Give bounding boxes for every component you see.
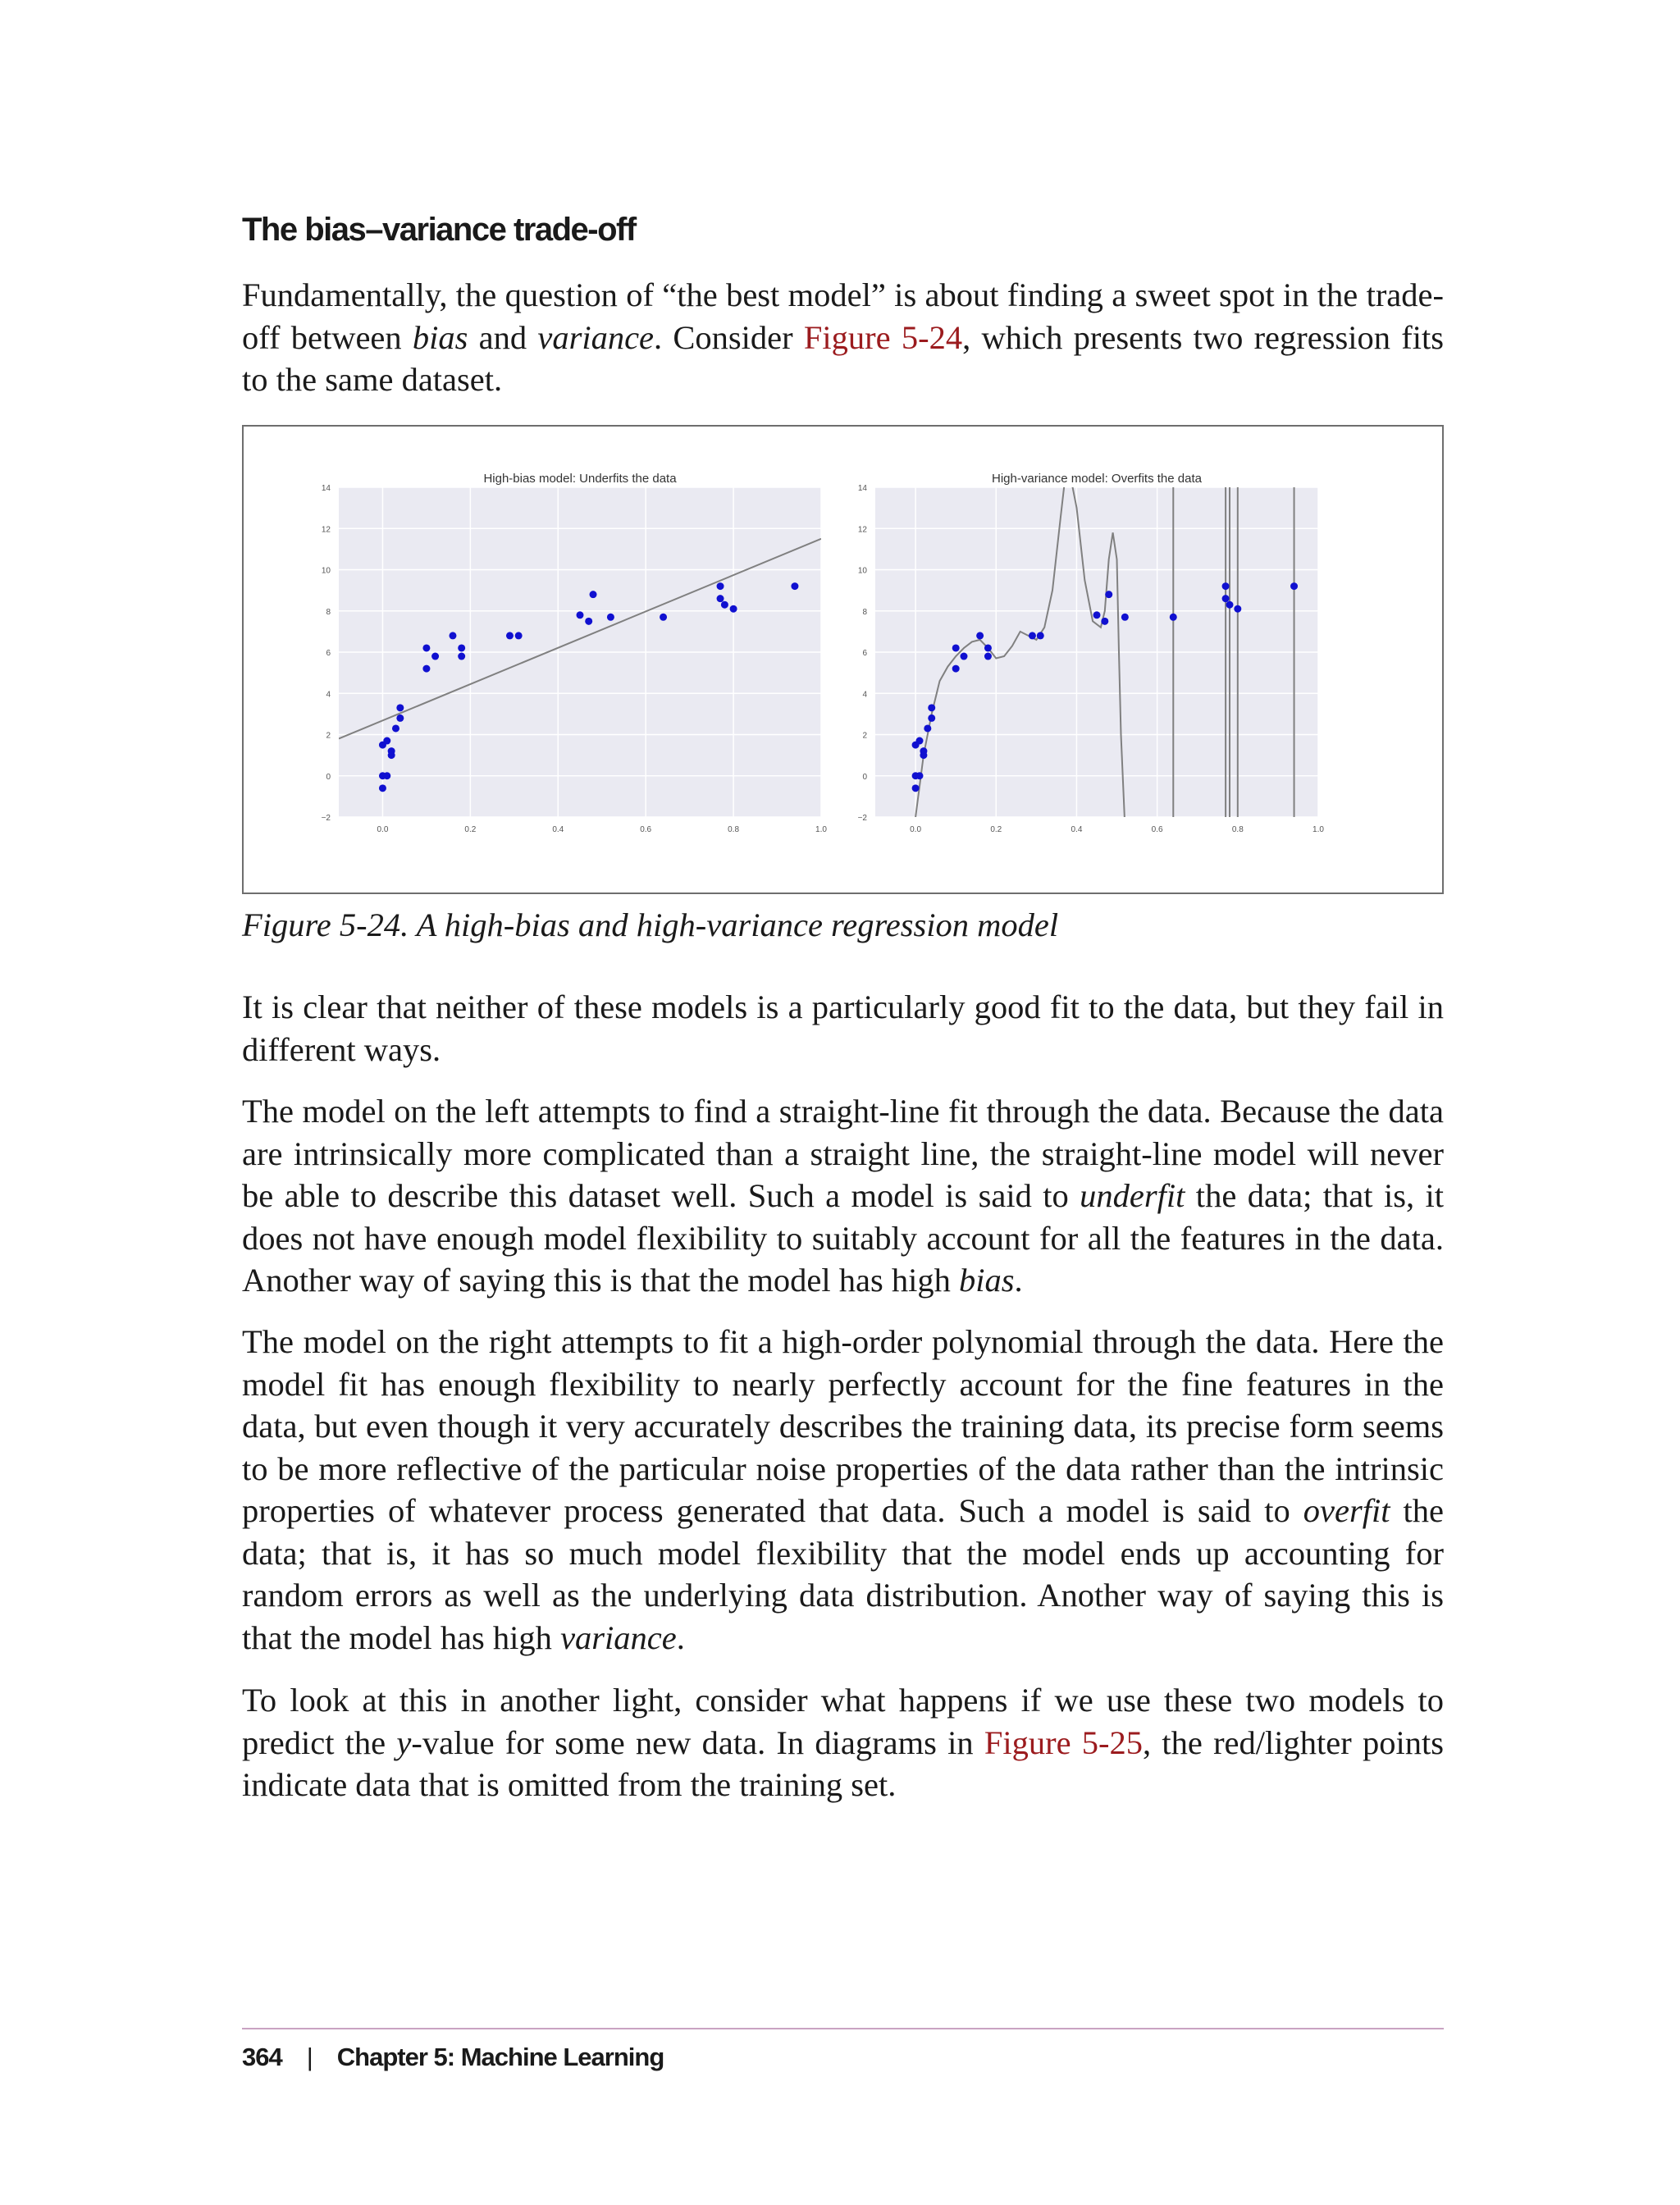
data-point (1290, 582, 1298, 590)
paragraph-intro (242, 274, 1444, 401)
text-run: The model on the left attempts to find a straight-line fit through the data. Because the data are intrinsically more complicated than a straight line, the straight-line model will never be able to describe this dataset well. Such a model is said to (242, 1093, 1444, 1214)
text-run: , which presents two regression fits to the same dataset. (242, 318, 1445, 398)
high-bias-plot (322, 472, 828, 834)
data-point (1170, 614, 1177, 621)
y-tick-label: 8 (862, 607, 867, 617)
term-underfit: underfit (1080, 1177, 1185, 1214)
data-point (458, 653, 465, 660)
data-point (383, 737, 390, 745)
data-point (396, 704, 404, 711)
x-tick-label: 0.6 (1151, 825, 1163, 834)
data-point (961, 653, 968, 660)
x-tick-label: 0.2 (464, 825, 477, 834)
data-point (928, 704, 935, 711)
text-run: and (468, 318, 538, 356)
data-point (791, 582, 798, 590)
x-tick-label: 0.8 (1231, 825, 1244, 834)
y-tick-label: 4 (862, 690, 867, 700)
text-run: the data; that is, it does not have enough model flexibility to suitably account for all the features in the data. Another way of saying this is that the model has high (242, 1177, 1444, 1299)
data-point (920, 751, 927, 759)
text-run: To look at this in another light, consider what happens if we use these two models to predict the (242, 1682, 1444, 1761)
data-point (607, 614, 614, 621)
y-tick-label: 0 (326, 772, 331, 782)
data-point (1105, 591, 1112, 598)
figure-caption: Figure 5-24. A high-bias and high-variance regression model (242, 906, 1059, 943)
figure-plots (244, 427, 1442, 892)
high-variance-plot (858, 467, 1325, 879)
y-tick-label: −2 (857, 814, 867, 823)
data-point (379, 784, 386, 792)
data-point (1226, 601, 1234, 609)
data-point (916, 772, 924, 779)
data-point (396, 714, 404, 722)
data-point (717, 582, 724, 590)
data-point (984, 644, 992, 651)
x-tick-label: 0.2 (990, 825, 1002, 834)
y-tick-label: 14 (857, 484, 867, 493)
y-tick-labels (858, 484, 868, 823)
x-tick-label: 0.0 (910, 825, 922, 834)
y-tick-label: 4 (326, 690, 331, 700)
text-run: , the red/lighter points indicate data that is omitted from the training set. (242, 1723, 1444, 1803)
data-point (449, 632, 456, 639)
data-point (585, 618, 592, 625)
term-y: y (396, 1723, 412, 1761)
y-tick-label: 2 (326, 731, 331, 741)
data-point (431, 653, 439, 660)
data-point (1037, 632, 1044, 639)
data-point (1093, 611, 1101, 619)
data-point (388, 751, 395, 759)
term-variance: variance (537, 318, 655, 356)
data-point (515, 632, 523, 639)
page-footer (242, 2043, 664, 2072)
x-tick-label: 0.0 (377, 825, 389, 834)
term-bias: bias (959, 1262, 1015, 1299)
data-point (422, 644, 430, 651)
data-point (1101, 618, 1108, 625)
data-point (577, 611, 584, 619)
data-point (924, 724, 931, 732)
data-point (721, 601, 728, 609)
x-tick-label: 0.4 (1071, 825, 1083, 834)
footer-rule (242, 2028, 1444, 2029)
y-tick-label: 12 (857, 525, 867, 535)
text-run: the data; that is, it has so much model flexibility that the model ends up accounting for random errors as well as the underlying data distribution. Another way of saying this is that the model has high (242, 1492, 1445, 1656)
y-tick-label: 6 (862, 649, 867, 658)
data-point (1222, 595, 1230, 602)
section-heading: The bias–variance trade-off (242, 212, 636, 248)
data-point (912, 784, 920, 792)
data-point (717, 595, 724, 602)
x-tick-label: 0.4 (552, 825, 564, 834)
footer-separator: | (306, 2043, 313, 2071)
y-tick-label: 6 (326, 649, 331, 658)
data-point (506, 632, 514, 639)
data-point (952, 644, 960, 651)
x-tick-label: 0.8 (728, 825, 740, 834)
plot-title-high-bias: High-bias model: Underfits the data (483, 472, 677, 486)
y-tick-label: 0 (862, 772, 867, 782)
paragraph-underfit (242, 1090, 1444, 1302)
y-tick-label: 14 (321, 484, 331, 493)
x-tick-label: 0.6 (640, 825, 652, 834)
data-point (590, 591, 597, 598)
y-tick-label: −2 (321, 814, 331, 823)
data-point (458, 644, 465, 651)
y-tick-label: 8 (326, 607, 331, 617)
data-point (1121, 614, 1129, 621)
data-point (383, 772, 390, 779)
term-overfit: overfit (1303, 1492, 1390, 1529)
y-tick-label: 12 (321, 525, 331, 535)
data-point (984, 653, 992, 660)
paragraph-neither: It is clear that neither of these models is a particularly good fit to the data, but they fail in different ways. (242, 988, 1444, 1068)
data-point (392, 724, 399, 732)
term-variance: variance (560, 1618, 677, 1656)
y-tick-labels (322, 484, 331, 823)
page-number: 364 (242, 2043, 282, 2071)
plot-title-high-variance: High-variance model: Overfits the data (992, 472, 1202, 486)
figure-5-24-link[interactable]: Figure 5-24 (803, 318, 963, 356)
data-point (1234, 605, 1241, 613)
data-point (976, 632, 984, 639)
paragraph-overfit (242, 1321, 1444, 1659)
data-point (730, 605, 737, 613)
data-point (660, 614, 667, 621)
x-tick-label: 1.0 (1312, 825, 1324, 834)
running-footer-chapter: Chapter 5: Machine Learning (336, 2043, 664, 2071)
term-bias: bias (412, 318, 468, 356)
y-tick-label: 2 (862, 731, 867, 741)
text-run: -value for some new data. In diagrams in (411, 1723, 984, 1761)
text-run: The model on the right attempts to fit a high-order polynomial through the data. Here the model fit has enough flexibility to nearly perfectly account for the fine features in the data, but even though it very accurately describes the training data, its precise form seems to be more reflective of the particular noise properties of the data rather than the intrinsic properties of whatever process generated that data. Such a model is said to (242, 1323, 1444, 1529)
text-run: . (676, 1618, 685, 1656)
data-point (916, 737, 924, 745)
text-run: . (1014, 1262, 1023, 1299)
data-point (1029, 632, 1036, 639)
paragraph-new-data (242, 1679, 1444, 1806)
figure-5-24 (242, 425, 1444, 894)
y-tick-label: 10 (321, 566, 331, 576)
y-tick-label: 10 (857, 566, 867, 576)
text-run: Fundamentally, the question of “the best model” is about finding a sweet spot in the trade-off between (242, 276, 1444, 356)
figure-5-25-link[interactable]: Figure 5-25 (984, 1723, 1144, 1761)
data-point (1222, 582, 1230, 590)
x-tick-labels (377, 825, 828, 834)
text-run: . Consider (654, 318, 804, 356)
x-tick-labels (910, 825, 1324, 834)
data-point (928, 714, 935, 722)
x-tick-label: 1.0 (815, 825, 827, 834)
data-point (422, 665, 430, 673)
data-point (952, 665, 960, 673)
